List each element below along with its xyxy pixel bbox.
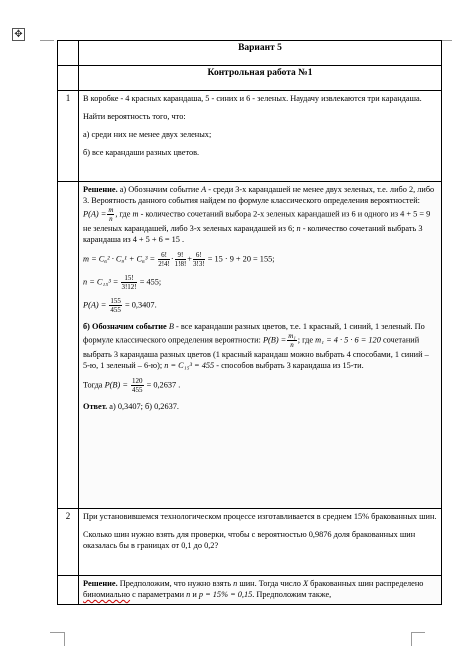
formula-pa: P(A) = $\frac{155}{455}$ = 0,3407.: [83, 297, 157, 314]
task2-cell[interactable]: [79, 509, 442, 576]
task1-condition: В коробке - 4 красных карандаша, 5 - синих и 6 - зеленых. Наудачу извлекаются три карандаша.: [83, 94, 422, 103]
task1-part-a: а) среди них не менее двух зеленых;: [83, 130, 212, 139]
solution-label: Решение.: [83, 185, 118, 194]
task2-question: Сколько шин нужно взять для проверки, чтобы с вероятностью 0,9876 доля бракованных шин оказалась бы в границах от 0,1 до 0,2?: [83, 530, 416, 550]
solution1-paragraph-b: б) Обозначим событие B - все карандаши разных цветов, т.е. 1 красный, 1 синий, 1 зеленый. По формуле классического определения вероятности: P(B) = $\frac{\text{m₁}}{n}$ ; где m₁ = 4 · 5 · 6 = 120 сочетаний выбрать 3 карандаша разных цветов (1 красный карандаш можно выбрать 4 способами, 1 синий – 5-ю, 1 зеленый – 6-ю); n = C₁₅³ = 455 - способов выбрать 3 карандаша из 15-ти.: [83, 322, 429, 370]
document-table: [57, 40, 442, 605]
task1-part-b: б) все карандаши разных цветов.: [83, 148, 200, 157]
blank-cell: [58, 41, 79, 66]
crop-mark-bottom-left-h: [50, 632, 64, 633]
fraction-m1-n: $\frac{\text{m₁}}{n}$: [288, 332, 296, 349]
formula-n: n = C₁₅³ = $\frac{15!}{3!12!}$ = 455;: [83, 274, 162, 291]
solution2-text: Решение. Предположим, что нужно взять n шин. Тогда число X бракованных шин распределено биномиально с параметрами n и p = 15% = 0,15. Предположим также,: [83, 579, 424, 599]
spellcheck-word: биномиально: [83, 590, 131, 599]
crop-mark-bottom-right-h: [411, 632, 425, 633]
task-number: 1: [58, 91, 79, 182]
crop-mark-bottom-left: [64, 632, 65, 646]
solution1-paragraph-a: Решение. а) Обозначим событие A - среди 3-х карандашей не менее двух зеленых, т.е. либо 2, либо 3. Вероятность данного события найдем по формуле классического определения вероятностей: P(A) = $\frac{m}{n}$ , где m - количество сочетаний выбора 2-х зеленых карандашей из 6 и одного из 4 + 5 = 9 не зеленых карандашей, либо 3-х зеленых карандашей из 6; n - количество сочетаний выбрать 3 карандаша из 4 + 5 + 6 = 15 .: [83, 185, 435, 244]
task-number: 2: [58, 509, 79, 576]
solution1-cell[interactable]: [79, 182, 442, 509]
answer-line: Ответ. а) 0,3407; б) 0,2637.: [83, 402, 179, 411]
formula-pb: Тогда P(B) = $\frac{120}{455}$ = 0,2637 .: [83, 377, 181, 394]
task1-cell[interactable]: [79, 91, 442, 182]
crop-mark-top-left: [40, 40, 54, 41]
task1-question: Найти вероятность того, что:: [83, 112, 186, 121]
blank-cell: [58, 182, 79, 509]
blank-cell: [58, 66, 79, 91]
table-move-handle-icon[interactable]: ✥: [12, 28, 25, 41]
solution2-cell[interactable]: [79, 576, 442, 605]
task2-condition: При установившемся технологическом процессе изготавливается в среднем 15% бракованных шин.: [83, 512, 437, 521]
work-heading[interactable]: Контрольная работа №1: [79, 66, 442, 91]
blank-cell: [58, 576, 79, 605]
formula-m: m = C₆² · C₉¹ + C₆³ = $\frac{6!}{2!4!}$ · $\frac{9!}{1!8!}$ + $\frac{6!}{3!3!}$ = 15 · 9 + 20 = 155;: [83, 251, 275, 268]
crop-mark-bottom-right: [411, 632, 412, 646]
variant-heading[interactable]: Вариант 5: [79, 41, 442, 66]
fraction-m-n: $\frac{m}{n}$: [108, 206, 114, 223]
